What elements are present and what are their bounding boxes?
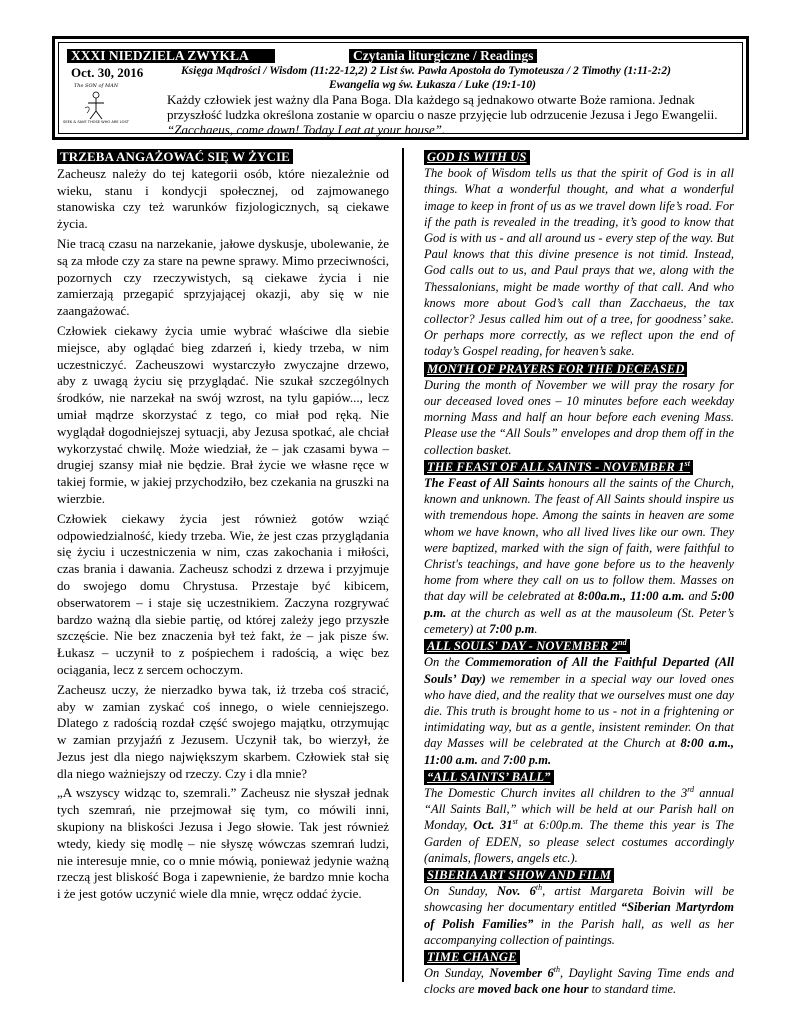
left-paragraph: Zacheusz uczy, że nierzadko bywa tak, iż trzeba coś stracić, aby w zamian zyskać coś innego, o wiele cenniejszego. Dlatego z radością rozdał część swojego majątku, otrzymując w zamian przyjaźń z Jezusem. Uczynił tak, bo wierzył, że Jezus jest dla niego największym skarbem. Człowiek stał się dla niego ważniejszy od rzeczy. Czy i dla mnie? <box>57 681 389 781</box>
left-paragraph: Zacheusz należy do tej kategorii osób, które niezależnie od wieku, stanu i kondycji społecznej, od zajmowanego stanowiska czy też warunków fizjologicznych, są ciekawe życia. <box>57 165 389 232</box>
all-saints-end: . <box>534 621 538 636</box>
section-time-change <box>424 949 734 998</box>
left-paragraph: Człowiek ciekawy życia umie wybrać właściwe dla siebie miejsce, aby oglądać bieg zdarzeń i, kiedy trzeba, w nim uczestniczyć. Zacheuszowi wystarczyło zwyczajne drzewo, aby z uwagą życiu się przyglądać. Nie szukał szczególnych środków, nie narzekał na swój wzrost, na tylu gapiów..., lecz umiał mądrze skorzystać z tego, co miał pod ręką. Nie wyglądał dogodniejszej sytuacji, aby Jezusa spotkać, ale chciał wykorzystać chwilę. Może wiedział, że – jak czasami bywa – drugiej szansy miał nie będzie. Brał życie we własne ręce w takiej formie, w jakiej przychodziło, bez czekania na gruszki na wierzbie. <box>57 322 389 506</box>
heading-siberia-art: SIBERIA ART SHOW AND FILM <box>424 868 614 883</box>
ball-text-a: The Domestic Church invites all children to the 3 <box>424 785 688 800</box>
header-inner-border <box>58 42 743 137</box>
text-god-is-with-us: The book of Wisdom tells us that the spirit of God is in all things. What a wonderful thought, and what a wonderful image to keep in front of us as we travel down life’s road. For if the path is revealed in the treading, it’s good to know that God is with us - and all around us - every step of the way. But Paul knows that this divine presence is not timid. Instead, God calls out to us, and Paul prays that we, along with the Thessalonians, might be made worthy of that call. And who knows more about God’s call than Zacchaeus, the tax collector? Jesus called him out of a tree, for goodness’ sake. Or perhaps more correctly, as we reflect upon the end of today’s Gospel reading, for heaven’s sake. <box>424 166 734 359</box>
section-all-souls <box>424 638 734 768</box>
section-month-of-prayers <box>424 361 734 458</box>
siberia-text-c: in the Parish hall, as well as her accompanying collection of paintings. <box>424 916 734 947</box>
siberia-film-title: “Siberian Martyrdom of Polish Families” <box>424 900 734 931</box>
readings-line-1: Księga Mądrości / Wisdom (11:22-12,2) 2 List św. Pawła Apostoła do Tymoteusza / 2 Timothy (1:11-2:2) <box>181 65 671 77</box>
heading-all-saints-ball: “ALL SAINTS’ BALL” <box>424 770 554 785</box>
bulletin-date: Oct. 30, 2016 <box>71 65 144 80</box>
text-time-change <box>424 965 734 997</box>
all-saints-and: and <box>684 589 712 604</box>
heading-all-souls-sup: nd <box>618 637 627 647</box>
header-box <box>52 36 749 140</box>
all-souls-on: On the <box>424 655 465 670</box>
siberia-text-b: , artist Margareta Boivin will be showcasing her documentary entitled <box>424 884 734 915</box>
all-souls-text: we remember in a special way our loved ones who have died, and the reality that we ourselves must one day die. This truth is brought home to us - not in a frightening or intimidating way, but as a gentle, insistent reminder. On that day Masses will be celebrated at the Church at <box>424 671 734 751</box>
siberia-text-a: On Sunday, <box>424 884 497 899</box>
all-souls-time-1: 8:00 a.m., 11:00 a.m. <box>424 736 734 767</box>
all-souls-time-2: 7:00 p.m. <box>502 752 552 767</box>
left-column <box>57 149 389 903</box>
all-saints-text-a: honours all the saints of the Church, known and unknown. The feast of All Saints should inspire us with tremendous hope. Among the saints in heaven are some whom we have known, who all lived lives like our own. They were baptized, marked with the sign of faith, were faithful to Christ's teachings, and have gone before us to the heavenly home from where they call on us to follow them. Masses on that day will be celebrated at <box>424 476 734 604</box>
all-saints-bold: The Feast of All Saints <box>424 476 545 491</box>
time-moved-back: moved back one hour <box>477 982 589 997</box>
left-heading: TRZEBA ANGAŻOWAĆ SIĘ W ŻYCIE <box>57 149 293 164</box>
header-message: Każdy człowiek jest ważny dla Pana Boga. Dla każdego są jednakowo otwarte Boże ramiona. Jednak przyszłość ludzka określona zostanie w oparciu o nasze przyjęcie lub odrzucenie Jezusa i Jego Ewangelii. <box>167 92 718 122</box>
siberia-sup: th <box>535 882 543 892</box>
ball-sup-2: st <box>512 817 518 827</box>
column-divider <box>402 148 404 982</box>
ball-text-b: annual “All Saints Ball,” which will be held at our Parish hall on Monday, <box>424 785 734 833</box>
all-saints-text-b: at the church as well as at the mausoleum (St. Peter’s cemetery) at <box>424 605 734 636</box>
ball-sup-1: rd <box>687 784 695 794</box>
readings-label: Czytania liturgiczne / Readings <box>349 49 537 63</box>
readings-line-2: Ewangelia wg św. Łukasza / Luke (19:1-10) <box>329 79 536 91</box>
all-saints-time-3: 7:00 p.m <box>489 621 535 636</box>
section-god-is-with-us <box>424 149 734 360</box>
ball-text-c: at 6:00p.m. The theme this year is The Garden of EDEN, so please select costumes accordingly (animals, flowers, angels etc.). <box>424 818 734 865</box>
text-all-saints <box>424 475 734 637</box>
heading-all-souls-text: ALL SOULS' DAY - NOVEMBER 2 <box>427 639 619 654</box>
gospel-quote: “Zacchaeus, come down! Today I eat at your house”. <box>167 122 446 137</box>
time-text-a: On Sunday, <box>424 966 490 981</box>
all-souls-and: and <box>477 752 503 767</box>
time-text-b: , Daylight Saving Time ends and clocks are <box>424 966 734 997</box>
son-of-man-logo <box>63 81 129 129</box>
logo-caption-bottom: SEEK & SAVE THOSE WHO ARE LOST <box>63 120 129 124</box>
section-siberia-art <box>424 867 734 948</box>
text-all-souls <box>424 654 734 767</box>
text-month-of-prayers: During the month of November we will pray the rosary for our deceased loved ones – 10 minutes before each weekday morning Mass and half an hour before each evening Mass. Please use the “All Souls” envelopes and drop them off in the collection basket. <box>424 377 734 457</box>
heading-all-saints-sup: st <box>684 458 691 468</box>
ball-date: Oct. 31 <box>473 818 513 833</box>
heading-all-saints-text: THE FEAST OF ALL SAINTS - NOVEMBER 1 <box>427 459 685 474</box>
time-text-c: to standard time. <box>588 982 677 997</box>
heading-all-souls <box>424 639 630 654</box>
heading-god-is-with-us: GOD IS WITH US <box>424 150 530 165</box>
left-paragraph: Człowiek ciekawy życia jest również gotów wziąć odpowiedzialność, kiedy trzeba. Wie, że jest czas przyglądania się życiu i uczestniczenia w nim, czas zakochania i miłości, czas brania i dawania. Zacheusz schodzi z drzewa i przyjmuje do swojego domu Chrystusa. Przestaje być kibicem, obserwatorem – i staje się uczestnikiem. Zaczyna rozgrywać bardzo ważną dla siebie partię, od której zależy jego przyszłe szczęście. Nie bez znaczenia był też fakt, że – jak pisze św. Łukasz – uczynił to z pośpiechem i radością, a więc bez ociągania, lecz z sercem ochoczym. <box>57 510 389 677</box>
all-saints-time-2: 5:00 p.m. <box>424 589 734 620</box>
time-date: November 6 <box>489 966 554 981</box>
heading-all-saints <box>424 460 693 475</box>
text-all-saints-ball <box>424 785 734 866</box>
sunday-title: XXXI NIEDZIELA ZWYKŁA <box>67 49 275 63</box>
left-paragraph: Nie tracą czasu na narzekanie, jałowe dyskusje, ubolewanie, że są za młode czy za stare na pewne sprawy. Mimo przeciwności, pozornych czy rzeczywistych, są ciekawe życia i nie zamierzają przegapić sprzyjającej okazji, aby się w nie zaangażować. <box>57 235 389 319</box>
left-paragraph: „A wszyscy widząc to, szemrali.” Zacheusz nie słyszał jednak tych szemrań, nie przejmował się tym, co mówili inni, skupiony na bliskości Jezusa i Jego słowie. Tak jest również wtedy, kiedy się modlę – nie słyszę wówczas szemrań ludzi, nie interesuje mnie, co o mnie mówią, ponieważ jedynie ważną rzeczą jest bliskość Boga i zapewnienie, że bardzo mnie kocha i że jest gotów uczynić wiele dla mnie, wręcz oddać życie. <box>57 785 389 902</box>
all-souls-bold: Commemoration of All the Faithful Departed (All Souls’ Day) <box>424 655 734 686</box>
right-column <box>424 149 734 998</box>
section-all-saints <box>424 459 734 637</box>
heading-time-change: TIME CHANGE <box>424 950 520 965</box>
text-siberia-art <box>424 883 734 948</box>
all-saints-time-1: 8:00a.m., 11:00 a.m. <box>577 589 685 604</box>
siberia-date: Nov. 6 <box>496 884 536 899</box>
heading-month-of-prayers: MONTH OF PRAYERS FOR THE DECEASED <box>424 362 687 377</box>
logo-caption-top: The SON of MAN <box>73 83 119 89</box>
time-sup: th <box>553 965 561 974</box>
section-all-saints-ball <box>424 769 734 866</box>
